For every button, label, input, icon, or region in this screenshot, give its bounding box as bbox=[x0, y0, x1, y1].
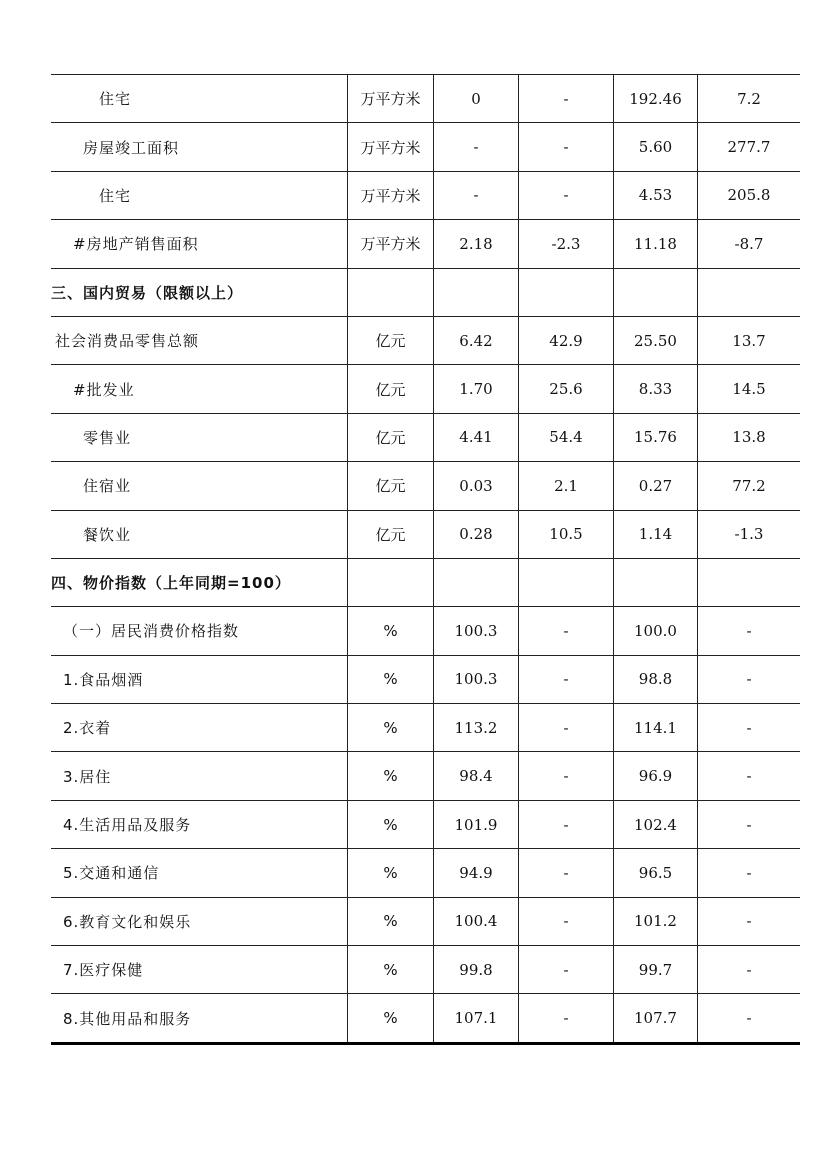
table-body bbox=[51, 75, 800, 1044]
value-cell: 192.46 bbox=[614, 75, 698, 123]
row-label: #批发业 bbox=[51, 365, 348, 413]
value-cell: 2.1 bbox=[519, 462, 614, 510]
value-cell: 98.4 bbox=[434, 752, 519, 800]
value-cell bbox=[614, 268, 698, 316]
value-cell: - bbox=[434, 171, 519, 219]
table-row bbox=[51, 365, 800, 413]
table-row bbox=[51, 462, 800, 510]
table-row bbox=[51, 752, 800, 800]
value-cell: 0.03 bbox=[434, 462, 519, 510]
unit-cell: 亿元 bbox=[348, 365, 434, 413]
row-label: 6.教育文化和娱乐 bbox=[51, 897, 348, 945]
table-row bbox=[51, 849, 800, 897]
unit-cell: % bbox=[348, 800, 434, 848]
unit-cell: % bbox=[348, 994, 434, 1043]
value-cell bbox=[698, 558, 801, 606]
value-cell bbox=[434, 558, 519, 606]
unit-cell: 亿元 bbox=[348, 413, 434, 461]
value-cell: 2.18 bbox=[434, 220, 519, 268]
table-row bbox=[51, 220, 800, 268]
unit-cell: 亿元 bbox=[348, 510, 434, 558]
value-cell: - bbox=[698, 607, 801, 655]
value-cell: - bbox=[519, 897, 614, 945]
statistics-table bbox=[51, 74, 800, 1045]
row-label: 3.居住 bbox=[51, 752, 348, 800]
table-row bbox=[51, 897, 800, 945]
value-cell: 107.7 bbox=[614, 994, 698, 1043]
value-cell: 0.27 bbox=[614, 462, 698, 510]
row-label: 1.食品烟酒 bbox=[51, 655, 348, 703]
value-cell: 99.7 bbox=[614, 946, 698, 994]
section-header-row bbox=[51, 558, 800, 606]
value-cell: 98.8 bbox=[614, 655, 698, 703]
value-cell: 96.9 bbox=[614, 752, 698, 800]
value-cell: - bbox=[698, 655, 801, 703]
value-cell: 205.8 bbox=[698, 171, 801, 219]
unit-cell: % bbox=[348, 704, 434, 752]
value-cell: - bbox=[698, 704, 801, 752]
value-cell: - bbox=[519, 75, 614, 123]
value-cell: 100.4 bbox=[434, 897, 519, 945]
value-cell: - bbox=[519, 171, 614, 219]
unit-cell bbox=[348, 268, 434, 316]
unit-cell: % bbox=[348, 655, 434, 703]
row-label: （一）居民消费价格指数 bbox=[51, 607, 348, 655]
value-cell: 277.7 bbox=[698, 123, 801, 171]
value-cell: - bbox=[698, 800, 801, 848]
value-cell: 0.28 bbox=[434, 510, 519, 558]
row-label: 社会消费品零售总额 bbox=[51, 316, 348, 364]
row-label: 2.衣着 bbox=[51, 704, 348, 752]
value-cell: -1.3 bbox=[698, 510, 801, 558]
row-label: 餐饮业 bbox=[51, 510, 348, 558]
table-row bbox=[51, 800, 800, 848]
value-cell: 54.4 bbox=[519, 413, 614, 461]
value-cell: -2.3 bbox=[519, 220, 614, 268]
unit-cell: 万平方米 bbox=[348, 75, 434, 123]
value-cell: - bbox=[519, 994, 614, 1043]
value-cell: 96.5 bbox=[614, 849, 698, 897]
value-cell: 5.60 bbox=[614, 123, 698, 171]
table-row bbox=[51, 510, 800, 558]
value-cell: 102.4 bbox=[614, 800, 698, 848]
value-cell: 13.7 bbox=[698, 316, 801, 364]
value-cell: - bbox=[519, 946, 614, 994]
value-cell: - bbox=[519, 752, 614, 800]
value-cell bbox=[614, 558, 698, 606]
table-row bbox=[51, 316, 800, 364]
value-cell: 14.5 bbox=[698, 365, 801, 413]
unit-cell: % bbox=[348, 849, 434, 897]
value-cell: - bbox=[519, 123, 614, 171]
row-label: 住宅 bbox=[51, 75, 348, 123]
unit-cell: 亿元 bbox=[348, 316, 434, 364]
table-row bbox=[51, 75, 800, 123]
value-cell: 0 bbox=[434, 75, 519, 123]
value-cell: 4.53 bbox=[614, 171, 698, 219]
value-cell: 1.70 bbox=[434, 365, 519, 413]
section-title: 三、国内贸易（限额以上） bbox=[51, 268, 348, 316]
row-label: 7.医疗保健 bbox=[51, 946, 348, 994]
row-label: 4.生活用品及服务 bbox=[51, 800, 348, 848]
table-row bbox=[51, 413, 800, 461]
table-row bbox=[51, 946, 800, 994]
value-cell bbox=[434, 268, 519, 316]
value-cell: 11.18 bbox=[614, 220, 698, 268]
value-cell: 10.5 bbox=[519, 510, 614, 558]
unit-cell: % bbox=[348, 752, 434, 800]
value-cell: - bbox=[519, 800, 614, 848]
unit-cell: 万平方米 bbox=[348, 123, 434, 171]
value-cell: - bbox=[698, 897, 801, 945]
row-label: 5.交通和通信 bbox=[51, 849, 348, 897]
unit-cell: 万平方米 bbox=[348, 171, 434, 219]
value-cell: 6.42 bbox=[434, 316, 519, 364]
value-cell: 25.6 bbox=[519, 365, 614, 413]
value-cell: 8.33 bbox=[614, 365, 698, 413]
table-row bbox=[51, 704, 800, 752]
value-cell: 100.3 bbox=[434, 607, 519, 655]
value-cell: - bbox=[698, 849, 801, 897]
unit-cell: % bbox=[348, 897, 434, 945]
value-cell: 100.3 bbox=[434, 655, 519, 703]
value-cell: - bbox=[434, 123, 519, 171]
section-title: 四、物价指数（上年同期=100） bbox=[51, 558, 348, 606]
section-header-row bbox=[51, 268, 800, 316]
value-cell: - bbox=[519, 607, 614, 655]
table-row bbox=[51, 123, 800, 171]
row-label: 房屋竣工面积 bbox=[51, 123, 348, 171]
table-row bbox=[51, 171, 800, 219]
value-cell: 25.50 bbox=[614, 316, 698, 364]
value-cell: 15.76 bbox=[614, 413, 698, 461]
value-cell: 4.41 bbox=[434, 413, 519, 461]
value-cell bbox=[519, 558, 614, 606]
row-label: 零售业 bbox=[51, 413, 348, 461]
value-cell: 101.9 bbox=[434, 800, 519, 848]
row-label: 8.其他用品和服务 bbox=[51, 994, 348, 1043]
value-cell: 113.2 bbox=[434, 704, 519, 752]
value-cell: - bbox=[519, 655, 614, 703]
value-cell: 101.2 bbox=[614, 897, 698, 945]
value-cell: 42.9 bbox=[519, 316, 614, 364]
table-row bbox=[51, 655, 800, 703]
value-cell: 100.0 bbox=[614, 607, 698, 655]
table-row bbox=[51, 607, 800, 655]
value-cell bbox=[519, 268, 614, 316]
value-cell: -8.7 bbox=[698, 220, 801, 268]
value-cell: 107.1 bbox=[434, 994, 519, 1043]
value-cell: - bbox=[698, 994, 801, 1043]
row-label: 住宿业 bbox=[51, 462, 348, 510]
unit-cell: 亿元 bbox=[348, 462, 434, 510]
row-label: #房地产销售面积 bbox=[51, 220, 348, 268]
unit-cell: 万平方米 bbox=[348, 220, 434, 268]
value-cell: 114.1 bbox=[614, 704, 698, 752]
row-label: 住宅 bbox=[51, 171, 348, 219]
value-cell: 94.9 bbox=[434, 849, 519, 897]
unit-cell: % bbox=[348, 946, 434, 994]
table-row bbox=[51, 994, 800, 1043]
value-cell: - bbox=[698, 752, 801, 800]
value-cell: - bbox=[519, 704, 614, 752]
value-cell: 13.8 bbox=[698, 413, 801, 461]
value-cell: 1.14 bbox=[614, 510, 698, 558]
unit-cell: % bbox=[348, 607, 434, 655]
value-cell: 7.2 bbox=[698, 75, 801, 123]
value-cell: - bbox=[698, 946, 801, 994]
value-cell bbox=[698, 268, 801, 316]
value-cell: 77.2 bbox=[698, 462, 801, 510]
value-cell: - bbox=[519, 849, 614, 897]
unit-cell bbox=[348, 558, 434, 606]
value-cell: 99.8 bbox=[434, 946, 519, 994]
